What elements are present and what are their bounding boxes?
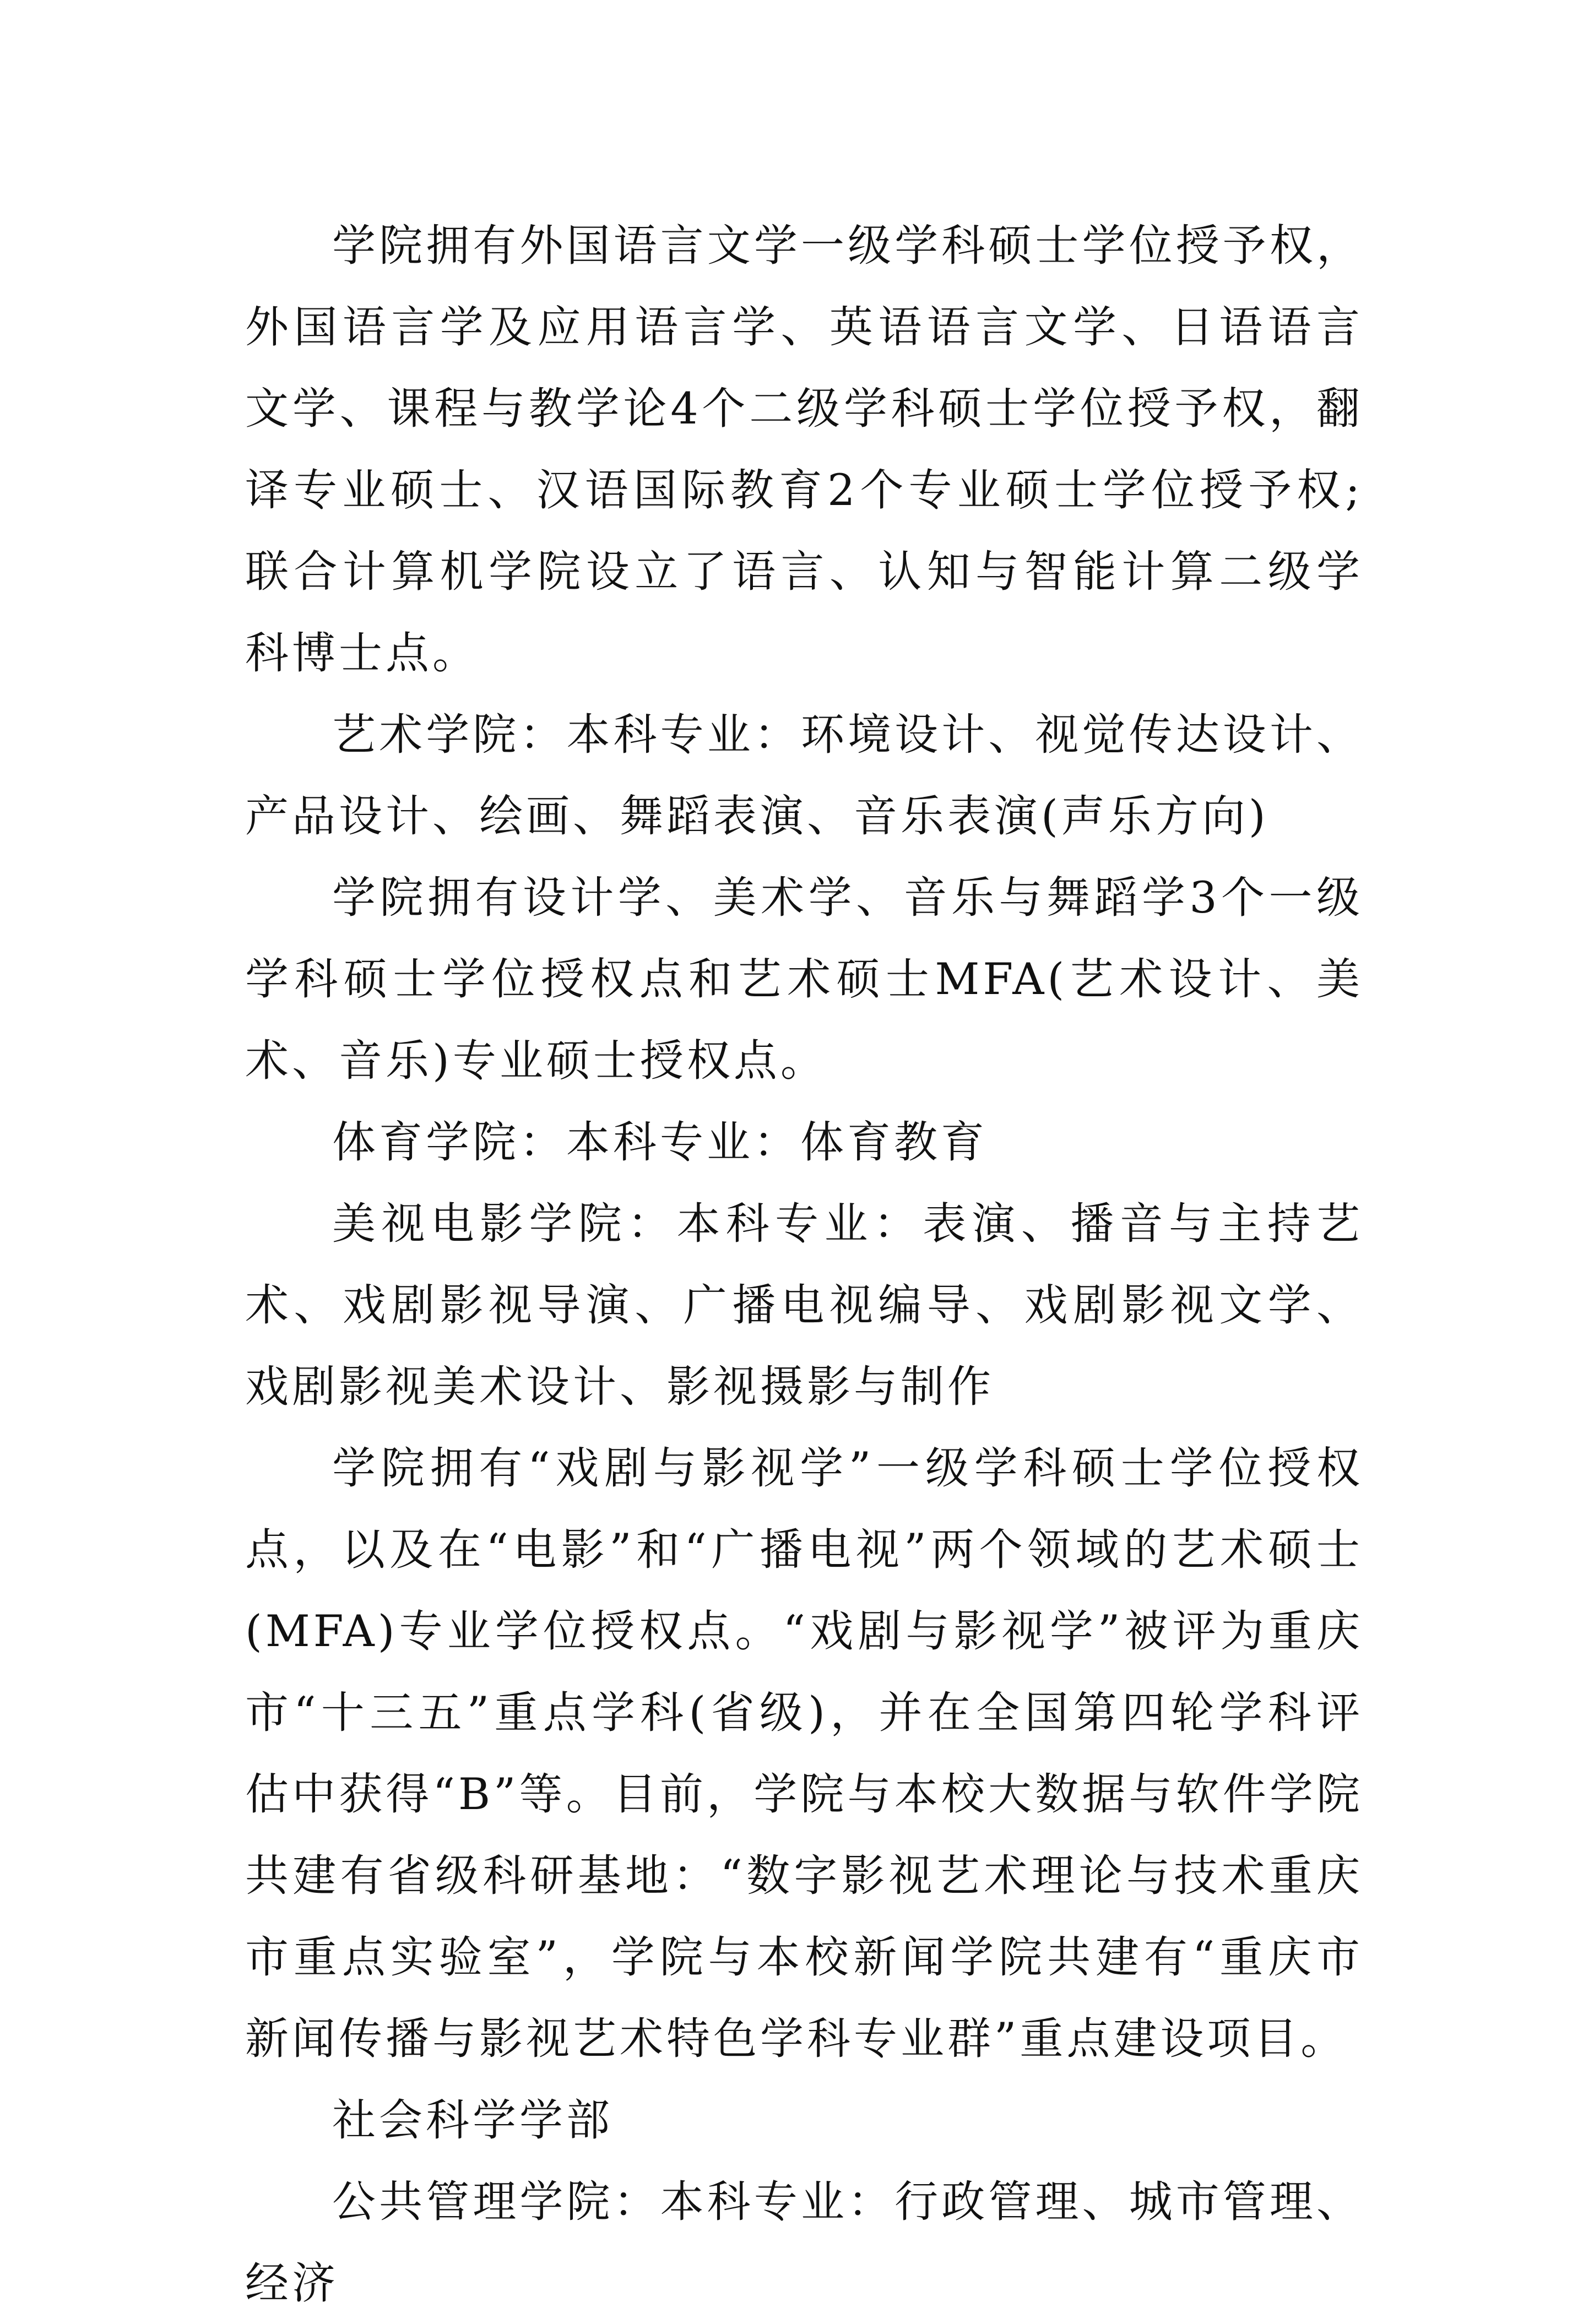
document-body (245, 205, 1363, 2324)
paragraph-film-college-degrees: 学院拥有“戏剧与影视学”一级学科硕士学位授权点，以及在“电影”和“广播电视”两个领域的艺术硕士(MFA)专业学位授权点。“戏剧与影视学”被评为重庆市“十三五”重点学科(省级)，并在全国第四轮学科评估中获得“B”等。目前，学院与本校大数据与软件学院共建有省级科研基地：“数字影视艺术理论与技术重庆市重点实验室”，学院与本校新闻学院共建有“重庆市新闻传播与影视艺术特色学科专业群”重点建设项目。 (245, 1443, 1363, 2064)
paragraph-film-college-majors: 美视电影学院：本科专业：表演、播音与主持艺术、戏剧影视导演、广播电视编导、戏剧影视文学、戏剧影视美术设计、影视摄影与制作 (245, 1198, 1363, 1412)
paragraph-sports-college-majors: 体育学院：本科专业：体育教育 (332, 1117, 988, 1168)
paragraph-art-college-majors: 艺术学院：本科专业：环境设计、视觉传达设计、产品设计、绘画、舞蹈表演、音乐表演(声乐方向) (245, 709, 1363, 841)
heading-social-sciences-division: 社会科学学部 (332, 2095, 613, 2146)
paragraph-public-management-majors: 公共管理学院：本科专业：行政管理、城市管理、经济 (245, 2176, 1363, 2309)
paragraph-art-college-degrees: 学院拥有设计学、美术学、音乐与舞蹈学3个一级学科硕士学位授权点和艺术硕士MFA(艺术设计、美术、音乐)专业硕士授权点。 (245, 872, 1363, 1086)
paragraph-foreign-languages-degrees: 学院拥有外国语言文学一级学科硕士学位授予权，外国语言学及应用语言学、英语语言文学、日语语言文学、课程与教学论4个二级学科硕士学位授予权，翻译专业硕士、汉语国际教育2个专业硕士学位授予权;联合计算机学院设立了语言、认知与智能计算二级学科博士点。 (245, 220, 1363, 678)
